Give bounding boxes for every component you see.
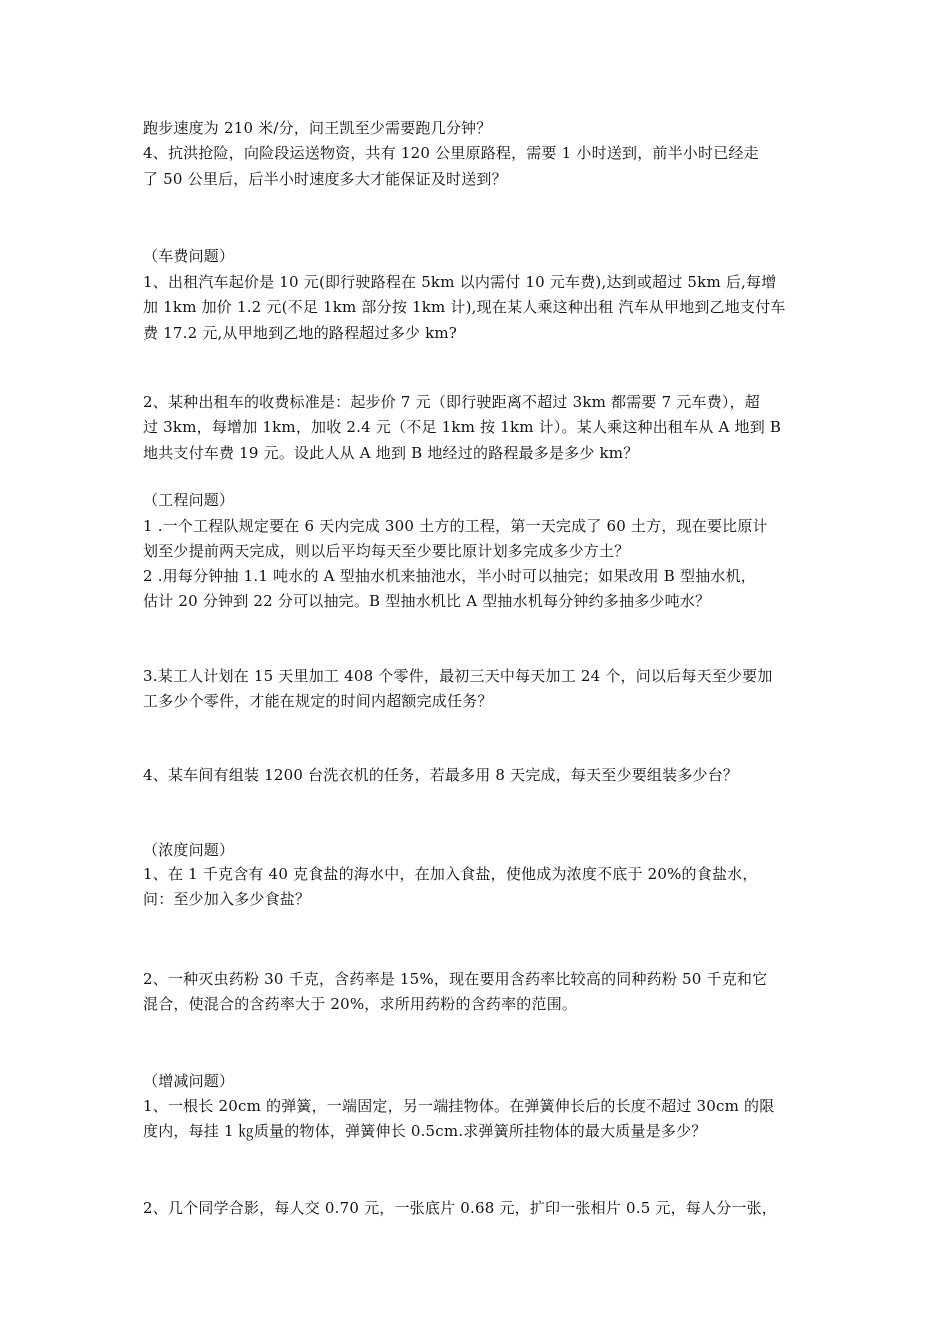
text-line: 4、某车间有组装 1200 台洗衣机的任务，若最多用 8 天完成，每天至少要组装多少台？	[143, 766, 739, 784]
text-line: 2、几个同学合影，每人交 0.70 元，一张底片 0.68 元，扩印一张相片 0.5 元，每人分一张，	[143, 1199, 778, 1217]
text-line: 度内，每挂 1 ㎏质量的物体，弹簧伸长 0.5cm.求弹簧所挂物体的最大质量是多少？	[143, 1122, 707, 1140]
section-heading: （车费问题）	[143, 247, 235, 265]
text-line: 1、在 1 千克含有 40 克食盐的海水中，在加入食盐，使他成为浓度不底于 20%的食盐水，	[143, 865, 758, 883]
text-line: 加 1km 加价 1.2 元(不足 1km 部分按 1km 计),现在某人乘这种出租 汽车从甲地到乙地支付车	[143, 298, 786, 316]
text-line: 3.某工人计划在 15 天里加工 408 个零件，最初三天中每天加工 24 个，问以后每天至少要加	[143, 667, 773, 685]
text-line: 划至少提前两天完成，则以后平均每天至少要比原计划多完成多少方土？	[143, 542, 630, 560]
text-line: 2、某种出租车的收费标准是：起步价 7 元（即行驶距离不超过 3km 都需要 7 元车费），超	[143, 393, 760, 411]
text-line: 过 3km，每增加 1km，加收 2.4 元（不足 1km 按 1km 计）。某人乘这种出租车从 A 地到 B	[143, 418, 782, 436]
text-line: 2 .用每分钟抽 1.1 吨水的 A 型抽水机来抽池水，半小时可以抽完；如果改用 B 型抽水机，	[143, 567, 757, 585]
text-line: 费 17.2 元,从甲地到乙地的路程超过多少 km?	[143, 324, 458, 342]
text-line: 问：至少加入多少食盐？	[143, 890, 311, 908]
section-heading: （增减问题）	[143, 1072, 235, 1090]
text-line: 估计 20 分钟到 22 分可以抽完。B 型抽水机比 A 型抽水机每分钟约多抽多少吨水？	[143, 592, 711, 610]
text-line: 了 50 公里后，后半小时速度多大才能保证及时送到？	[143, 170, 507, 188]
section-heading: （工程问题）	[143, 491, 235, 509]
text-line: 1 .一个工程队规定要在 6 天内完成 300 土方的工程，第一天完成了 60 土方，现在要比原计	[143, 517, 768, 535]
text-line: 工多少个零件，才能在规定的时间内超额完成任务？	[143, 692, 493, 710]
text-line: 4、抗洪抢险，向险段运送物资，共有 120 公里原路程，需要 1 小时送到，前半小时已经走	[143, 144, 759, 162]
text-line: 2、一种灭虫药粉 30 千克，含药率是 15%，现在要用含药率比较高的同种药粉 50 千克和它	[143, 970, 768, 988]
text-line: 1、一根长 20cm 的弹簧，一端固定，另一端挂物体。在弹簧伸长后的长度不超过 30cm 的限	[143, 1097, 775, 1115]
text-line: 混合，使混合的含药率大于 20%，求所用药粉的含药率的范围。	[143, 995, 578, 1013]
text-line: 1、出租汽车起价是 10 元(即行驶路程在 5km 以内需付 10 元车费),达到或超过 5km 后,每增	[143, 273, 777, 291]
section-heading: （浓度问题）	[143, 841, 235, 859]
text-line: 跑步速度为 210 米/分，问王凯至少需要跑几分钟？	[143, 119, 492, 137]
text-line: 地共支付车费 19 元。设此人从 A 地到 B 地经过的路程最多是多少 km？	[143, 444, 639, 462]
